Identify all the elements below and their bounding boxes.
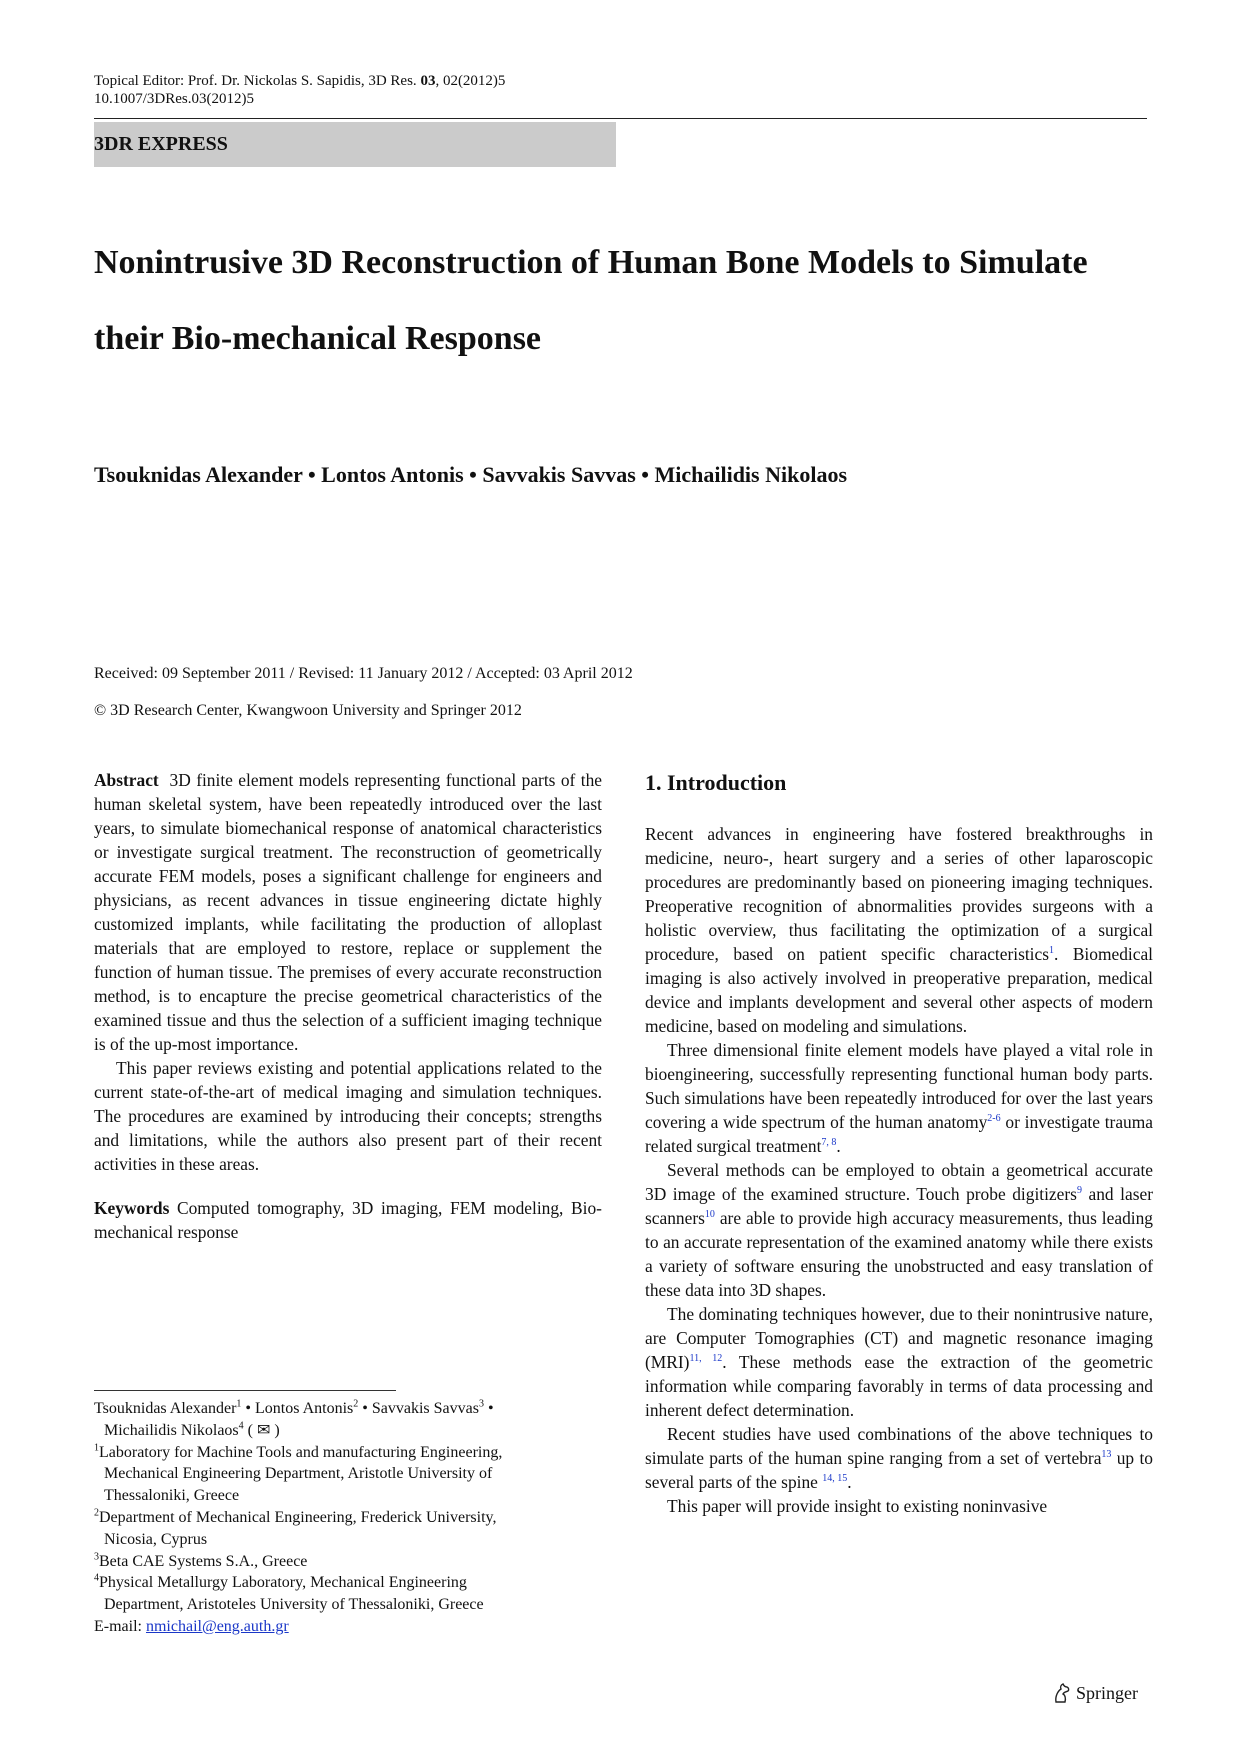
doi: 10.1007/3DRes.03(2012)5 <box>94 91 254 107</box>
copyright: © 3D Research Center, Kwangwoon University and Springer 2012 <box>94 702 522 719</box>
issue-info: , 02(2012)5 <box>435 73 506 89</box>
intro-para-5 <box>645 1422 1153 1494</box>
section-heading-introduction: 1. Introduction <box>645 770 787 795</box>
citation-link[interactable]: 9 <box>1076 1185 1082 1197</box>
intro-text: The dominating techniques however, due to their nonintrusive nature, are Computer Tomographies (CT) and magnetic resonance imaging (MRI) <box>645 1304 1153 1372</box>
citation-link[interactable]: 10 <box>704 1209 715 1221</box>
publisher-name: Springer <box>1076 1682 1138 1703</box>
intro-text: . <box>836 1136 841 1156</box>
affiliation-4: Physical Metallurgy Laboratory, Mechanical Engineering <box>99 1574 467 1592</box>
keywords <box>94 1196 602 1244</box>
intro-para-6: This paper will provide insight to existing noninvasive <box>667 1496 1048 1516</box>
email-link[interactable]: nmichail@eng.auth.gr <box>145 1617 289 1635</box>
fn-author-4: Michailidis Nikolaos <box>104 1421 239 1439</box>
springer-horse-icon <box>1052 1682 1072 1704</box>
header-divider <box>94 118 1147 119</box>
envelope-icon: ✉ <box>256 1421 271 1439</box>
email-label: E-mail: <box>94 1617 146 1635</box>
intro-para-3 <box>645 1158 1153 1302</box>
abstract-para-1: 3D finite element models representing functional parts of the human skeletal system, have been repeatedly introduced over the last years, to simulate biomechanical response of anatomical characteristics or investigate surgical treatment. The reconstruction of geometrically accurate FEM models, poses a significant challenge for engineers and physicians, as recent advances in tissue engineering dictate highly customized implants, while facilitating the production of alloplast materials that are employed to restore, replace or supplement the function of human tissue. The premises of every accurate reconstruction method, is to encapture the precise geometrical characteristics of the examined tissue and thus the selection of a sufficient imaging technique is of the up-most importance. <box>94 770 602 1054</box>
fn-sup: 2 <box>353 1398 359 1410</box>
title-line-1: Nonintrusive 3D Reconstruction of Human Bone Models to Simulate <box>94 244 1088 281</box>
intro-para-2 <box>645 1038 1153 1158</box>
affiliation-2: Department of Mechanical Engineering, Frederick University, <box>99 1508 497 1526</box>
fn-sup: 4 <box>238 1420 244 1432</box>
intro-para-4 <box>645 1302 1153 1422</box>
affiliation-4-cont: Department, Aristoteles University of Thessaloniki, Greece <box>104 1596 484 1614</box>
intro-para-1 <box>645 822 1153 1038</box>
intro-text: and laser scanners <box>645 1184 1153 1228</box>
intro-text: are able to provide high accuracy measurements, thus leading to an accurate representation of the examined anatomy while there exists a variety of software ensuring the unobstructed and easy translation of these data into 3D shapes. <box>645 1208 1153 1300</box>
affiliation-1-cont: Thessaloniki, Greece <box>104 1487 240 1505</box>
paper-title <box>94 225 1154 377</box>
fn-sup: 4 <box>94 1573 99 1585</box>
citation-link[interactable]: 14, 15 <box>822 1473 848 1485</box>
affiliation-3: Beta CAE Systems S.A., Greece <box>99 1552 308 1570</box>
intro-text: . Biomedical imaging is also actively involved in preoperative preparation, medical device and implants development and several other aspects of modern medicine, based on modeling and simulations. <box>645 944 1153 1036</box>
intro-text: . These methods ease the extraction of the geometric information while comparing favorably in terms of data processing and inherent defect determination. <box>645 1352 1153 1420</box>
intro-text: Recent studies have used combinations of the above techniques to simulate parts of the human spine ranging from a set of vertebra <box>645 1424 1153 1468</box>
keywords-text: Computed tomography, 3D imaging, FEM modeling, Bio-mechanical response <box>94 1198 602 1242</box>
intro-text: Recent advances in engineering have fostered breakthroughs in medicine, neuro-, heart surgery and a series of other laparoscopic procedures are predominantly based on pioneering imaging techniques. Preoperative recognition of abnormalities provides surgeons with a holistic overview, thus facilitating the optimization of a surgical procedure, based on patient specific characteristics <box>645 824 1153 964</box>
publisher-logo <box>1052 1682 1138 1704</box>
affiliation-1: Laboratory for Machine Tools and manufacturing Engineering, <box>99 1443 503 1461</box>
intro-text: . <box>847 1472 852 1492</box>
intro-text: up to several parts of the spine <box>645 1448 1153 1492</box>
affiliation-1-cont: Mechanical Engineering Department, Aristotle University of <box>104 1465 493 1483</box>
fn-sup: 2 <box>94 1507 99 1519</box>
title-line-2: their Bio-mechanical Response <box>94 320 542 357</box>
keywords-label: Keywords <box>94 1198 170 1218</box>
introduction-body <box>645 822 1153 1518</box>
fn-author-2: • Lontos Antonis <box>241 1400 354 1417</box>
fn-sup: 3 <box>478 1398 484 1410</box>
fn-sup: 1 <box>236 1398 242 1410</box>
section-label: 3DR EXPRESS <box>94 122 616 167</box>
fn-sup: 3 <box>94 1551 99 1563</box>
intro-text: Three dimensional finite element models have played a vital role in bioengineering, successfully representing functional human body parts. Such simulations have been repeatedly introduced for over the last years covering a wide spectrum of the human anatomy <box>645 1040 1153 1132</box>
affiliation-2-cont: Nicosia, Cyprus <box>104 1530 208 1548</box>
fn-author-1: Tsouknidas Alexander <box>94 1400 237 1417</box>
intro-text: Several methods can be employed to obtain a geometrical accurate 3D image of the examined structure. Touch probe digitizers <box>645 1160 1153 1204</box>
submission-dates: Received: 09 September 2011 / Revised: 11 January 2012 / Accepted: 03 April 2012 <box>94 665 633 682</box>
abstract-para-2: This paper reviews existing and potential applications related to the current state-of-the-art of medical imaging and simulation techniques. The procedures are examined by introducing their concepts; strengths and limitations, while the authors also present part of their recent activities in these areas. <box>94 1058 602 1174</box>
fn-sup: 1 <box>94 1442 99 1454</box>
citation-link[interactable]: 2-6 <box>987 1113 1001 1125</box>
author-affiliations: Tsouknidas Alexander$^1$ • Lontos Antonis$^2$ • Savvakis Savvas$^3$ • Michailidis Nikolaos$^4$ ( ✉ ) $^1$Laboratory for Machine Tools and manufacturing Engineering, Mechanical Engineering Department, Aristotle University of Thessaloniki, Greece $^2$Department of Mechanical Engineering, Frederick University, Nicosia, Cyprus $^3$Beta CAE Systems S.A., Greece $^4$Physical Metallurgy Laboratory, Mechanical Engineering Department, Aristoteles University of Thessaloniki, Greece E-mail: nmichail@eng.auth.gr <box>94 1398 614 1638</box>
intro-text: or investigate trauma related surgical treatment <box>645 1112 1153 1156</box>
citation-link[interactable]: 13 <box>1101 1449 1112 1461</box>
volume-number: 03 <box>420 73 436 89</box>
author-list: Tsouknidas Alexander • Lontos Antonis • Savvakis Savvas • Michailidis Nikolaos <box>94 462 848 487</box>
abstract-section <box>94 768 602 1244</box>
citation-link[interactable]: 7, 8 <box>821 1137 837 1149</box>
citation-link[interactable]: 1 <box>1049 945 1055 957</box>
footnote-divider <box>94 1390 396 1391</box>
journal-header <box>94 72 505 90</box>
citation-link[interactable]: 11, 12 <box>689 1353 723 1365</box>
fn-bullet: • <box>483 1400 494 1417</box>
editor-line: Topical Editor: Prof. Dr. Nickolas S. Sapidis, 3D Res. <box>94 73 421 89</box>
abstract-label: Abstract <box>94 770 159 790</box>
fn-author-3: • Savvakis Savvas <box>358 1400 479 1417</box>
